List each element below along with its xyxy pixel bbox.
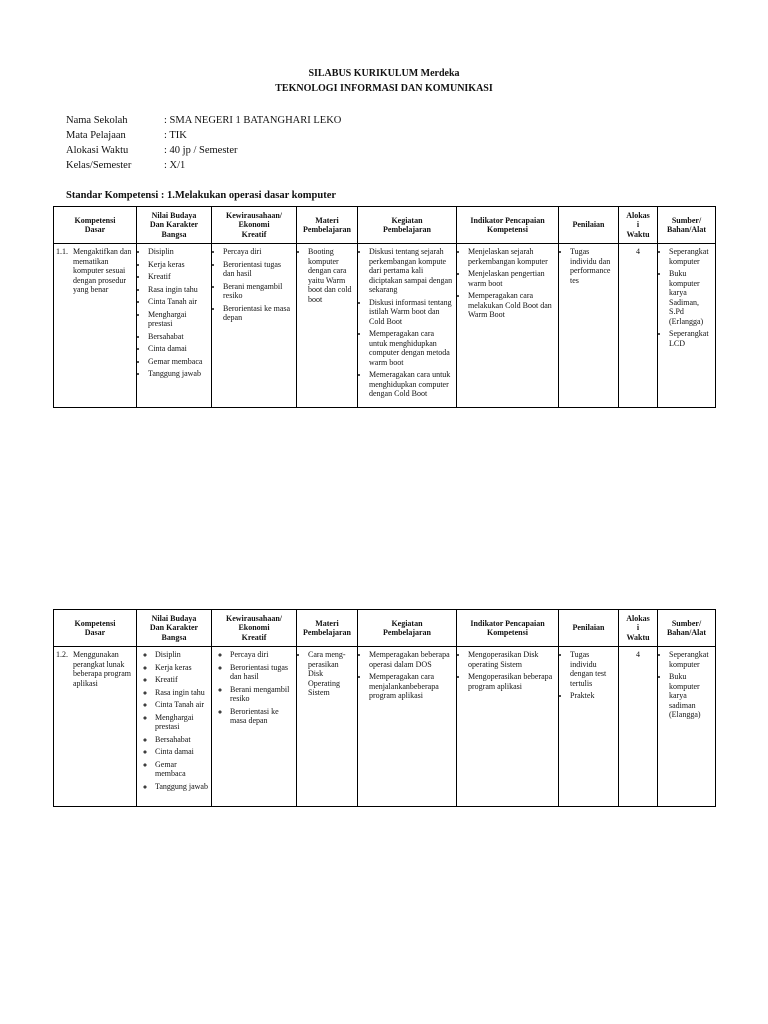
list-item: • Cinta damai [148,344,209,354]
list-item: ◦ Kerja keras [155,663,209,673]
column-header: Nilai Budaya Dan Karakter Bangsa [137,610,212,647]
sumber-cell [658,647,716,807]
kegiatan-cell [358,647,457,807]
list-item: • Tanggung jawab [148,369,209,379]
info-label: Alokasi Waktu [66,145,129,156]
list-item: • Percaya diri [223,247,294,257]
list-item: • Memperagakan beberapa operasi dalam DOS [369,650,454,669]
column-header: Sumber/ Bahan/Alat [658,207,716,244]
list-item: • Buku komputer karya Sadiman, S.Pd (Erlangga) [669,269,713,326]
list-item: • Buku komputer karya sadiman (Elangga) [669,672,713,720]
document-title: SILABUS KURIKULUM Merdeka [308,68,460,79]
kd-text: Menggunakan perangkat lunak beberapa program aplikasi [73,650,131,688]
materi-cell [297,647,358,807]
penilaian-cell [559,244,619,408]
standar-kompetensi: Standar Kompetensi : 1.Melakukan operasi dasar komputer [66,190,337,201]
list-item: • Diskusi tentang sejarah perkembangan kompute dari pertama kali diciptakan sampai dengan sekarang [369,247,454,295]
list-item: ◦ Gemar membaca [155,760,209,779]
list-item: ◦ Berorientasi ke masa depan [230,707,294,726]
column-header: Penilaian [559,207,619,244]
list-item: • Berorientasi tugas dan hasil [223,260,294,279]
list-item: ◦ Bersahabat [155,735,209,745]
kewirausahaan-cell [212,647,297,807]
list-item: ◦ Kreatif [155,675,209,685]
kegiatan-cell [358,244,457,408]
list-item: • Tugas individu dengan test tertulis [570,650,616,688]
list-item: ◦ Cinta Tanah air [155,700,209,710]
list-item: • Rasa ingin tahu [148,285,209,295]
column-header: Nilai Budaya Dan Karakter Bangsa [137,207,212,244]
column-header: Kegiatan Pembelajaran [358,207,457,244]
column-header: Indikator Pencapaian Kompetensi [457,610,559,647]
list-item: ◦ Rasa ingin tahu [155,688,209,698]
column-header: Kegiatan Pembelajaran [358,610,457,647]
list-item: • Bersahabat [148,332,209,342]
list-item: • Diskusi informasi tentang istilah Warm boot dan Cold Boot [369,298,454,327]
column-header: Alokas i Waktu [619,207,658,244]
list-item: • Memperagakan cara untuk menghidupkan computer dengan metoda warm boot [369,329,454,367]
list-item: • Seperangkat LCD [669,329,713,348]
info-row-class [66,158,341,173]
list-item: • Cara meng-perasikan Disk Operating Sistem [308,650,355,698]
list-item: ◦ Berorientasi tugas dan hasil [230,663,294,682]
kd-number: 1.1. [56,247,68,256]
column-header: Alokas i Waktu [619,610,658,647]
document-subtitle: TEKNOLOGI INFORMASI DAN KOMUNIKASI [275,83,493,94]
list-item: ◦ Tanggung jawab [155,782,209,792]
list-item: • Memeragakan cara untuk menghidupkan computer dengan Cold Boot [369,370,454,399]
list-item: • Seperangkat komputer [669,247,713,266]
list-item: • Booting komputer dengan cara yaitu Warm boot dan cold boot [308,247,355,304]
list-item: • Kreatif [148,272,209,282]
info-value: : TIK [164,130,187,141]
info-label: Mata Pelajaan [66,130,126,141]
column-header: Indikator Pencapaian Kompetensi [457,207,559,244]
list-item: • Cinta Tanah air [148,297,209,307]
list-item: • Berani mengambil resiko [223,282,294,301]
list-item: • Menjelaskan sejarah perkembangan komputer [468,247,556,266]
info-value: : X/1 [164,160,186,171]
penilaian-cell [559,647,619,807]
column-header: Materi Pembelajaran [297,610,358,647]
info-label: Nama Sekolah [66,115,128,126]
list-item: • Disiplin [148,247,209,257]
list-item: • Kerja keras [148,260,209,270]
column-header: Kompetensi Dasar [54,610,137,647]
list-item: ◦ Cinta damai [155,747,209,757]
kompetensi-dasar-cell [54,244,137,408]
info-value: : SMA NEGERI 1 BATANGHARI LEKO [164,115,342,126]
sumber-cell [658,244,716,408]
info-row-subject [66,128,341,143]
column-header: Kewirausahaan/ Ekonomi Kreatif [212,610,297,647]
kd-number: 1.2. [56,650,68,659]
list-item: • Berorientasi ke masa depan [223,304,294,323]
column-header: Kompetensi Dasar [54,207,137,244]
column-header: Kewirausahaan/ Ekonomi Kreatif [212,207,297,244]
info-label: Kelas/Semester [66,160,132,171]
kewirausahaan-cell [212,244,297,408]
nilai-budaya-cell [137,647,212,807]
list-item: • Memperagakan cara menjalankanbeberapa program aplikasi [369,672,454,701]
list-item: ◦ Percaya diri [230,650,294,660]
list-item: • Menghargai prestasi [148,310,209,329]
list-item: • Tugas individu dan performance tes [570,247,616,285]
syllabus-table-2 [53,609,716,807]
list-item: ◦ Disiplin [155,650,209,660]
list-item: ◦ Menghargai prestasi [155,713,209,732]
info-value: : 40 jp / Semester [164,145,238,156]
info-row-time [66,143,341,158]
kompetensi-dasar-cell [54,647,137,807]
list-item: ◦ Berani mengambil resiko [230,685,294,704]
nilai-budaya-cell [137,244,212,408]
table-row [54,244,716,408]
column-header: Penilaian [559,610,619,647]
list-item: • Menjelaskan pengertian warm boot [468,269,556,288]
list-item: • Gemar membaca [148,357,209,367]
indikator-cell [457,244,559,408]
info-row-school [66,113,341,128]
table-header-row [54,207,716,244]
alokasi-cell: 4 [619,244,658,408]
column-header: Materi Pembelajaran [297,207,358,244]
table-header-row [54,610,716,647]
alokasi-cell: 4 [619,647,658,807]
list-item: • Seperangkat komputer [669,650,713,669]
materi-cell [297,244,358,408]
list-item: • Mengoperasikan Disk operating Sistem [468,650,556,669]
table-row [54,647,716,807]
indikator-cell [457,647,559,807]
syllabus-table-1 [53,206,716,408]
kd-text: Mengaktifkan dan mematikan komputer sesuai dengan prosedur yang benar [73,247,132,294]
school-info [66,113,341,173]
column-header: Sumber/ Bahan/Alat [658,610,716,647]
list-item: • Memperagakan cara melakukan Cold Boot dan Warm Boot [468,291,556,320]
list-item: • Praktek [570,691,616,701]
list-item: • Mengoperasikan beberapa program aplikasi [468,672,556,691]
